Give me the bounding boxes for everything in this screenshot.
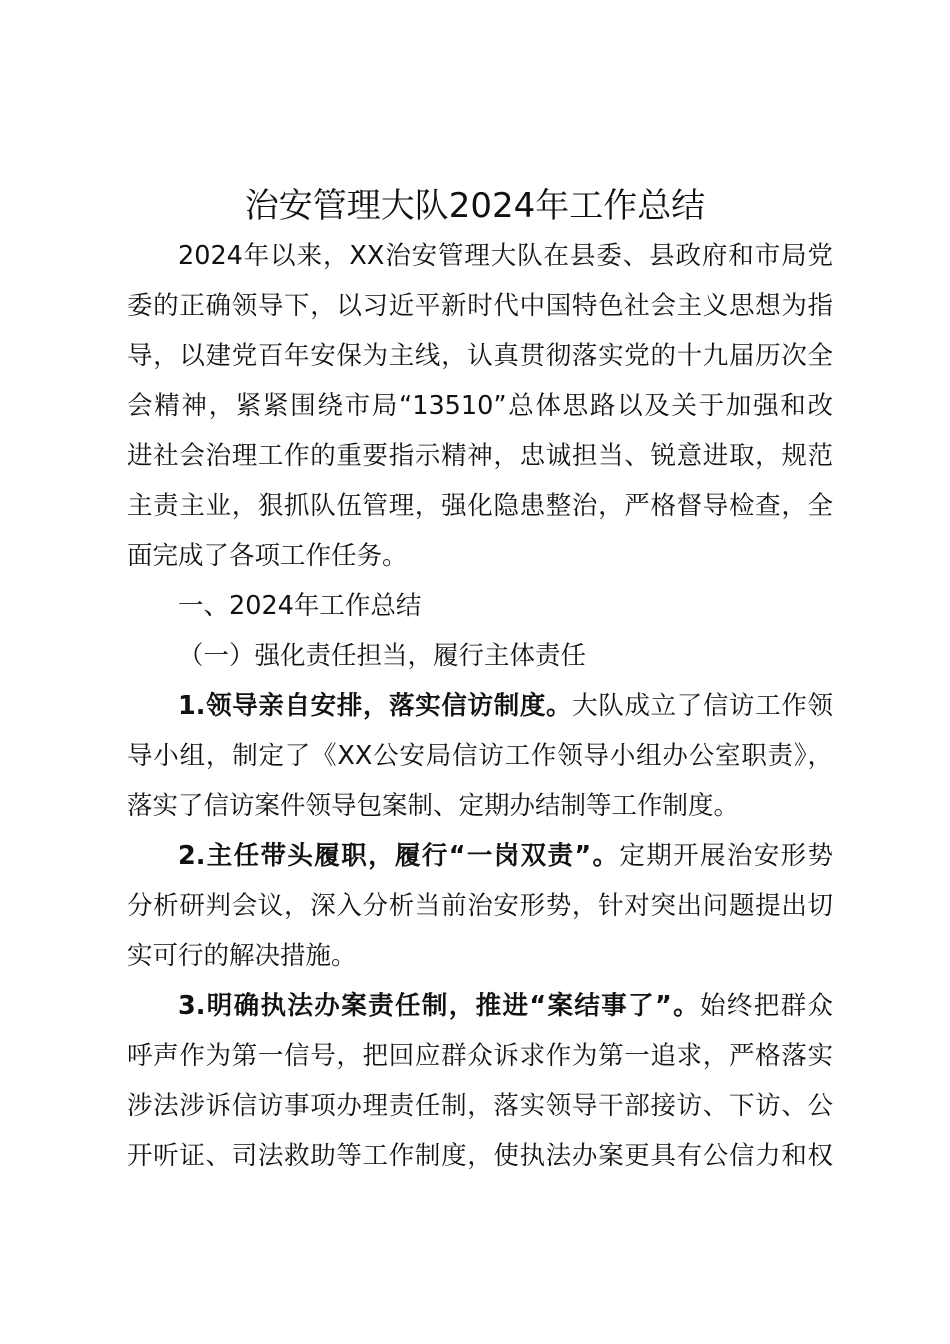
paragraph-line: 涉法涉诉信访事项办理责任制，落实领导干部接访、下访、公 [127,1091,833,1121]
item-3-first-line [127,981,833,1031]
item-1-text: 大队成立了信访工作领 [572,691,833,721]
subsection-heading: （一）强化责任担当，履行主体责任 [178,641,587,671]
paragraph-line: 开听证、司法救助等工作制度，使执法办案更具有公信力和权 [127,1141,833,1171]
paragraph-line: 会精神，紧紧围绕市局“13510”总体思路以及关于加强和改 [127,391,833,421]
paragraph-line: 主责主业，狠抓队伍管理，强化隐患整治，严格督导检查，全 [127,491,833,521]
paragraph-line: 落实了信访案件领导包案制、定期办结制等工作制度。 [127,791,740,821]
item-1-lead: 1.领导亲自安排，落实信访制度。 [178,691,573,721]
item-2-first-line [127,831,833,881]
paragraph-line: 实可行的解决措施。 [127,941,357,971]
item-2-text: 定期开展治安形势 [619,841,833,871]
paragraph-line: 2024年以来，XX治安管理大队在县委、县政府和市局党 [178,241,833,271]
section-heading: 一、2024年工作总结 [178,591,422,621]
item-3-lead: 3.明确执法办案责任制，推进“案结事了”。 [178,991,700,1021]
item-2-lead: 2.主任带头履职，履行“一岗双责”。 [178,841,620,871]
document-title: 治安管理大队2024年工作总结 [244,186,706,226]
paragraph-line: 导小组，制定了《XX公安局信访工作领导小组办公室职责》， [127,741,833,771]
item-3-text: 始终把群众 [699,991,833,1021]
paragraph-line: 呼声作为第一信号，把回应群众诉求作为第一追求，严格落实 [127,1041,833,1071]
paragraph-line: 委的正确领导下，以习近平新时代中国特色社会主义思想为指 [127,291,833,321]
paragraph-line: 分析研判会议，深入分析当前治安形势，针对突出问题提出切 [127,891,833,921]
paragraph-line: 导，以建党百年安保为主线，认真贯彻落实党的十九届历次全 [127,341,833,371]
paragraph-line: 进社会治理工作的重要指示精神，忠诚担当、锐意进取，规范 [127,441,833,471]
paragraph-line: 面完成了各项工作任务。 [127,541,408,571]
document-body [127,231,833,1181]
item-1-first-line [127,681,833,731]
